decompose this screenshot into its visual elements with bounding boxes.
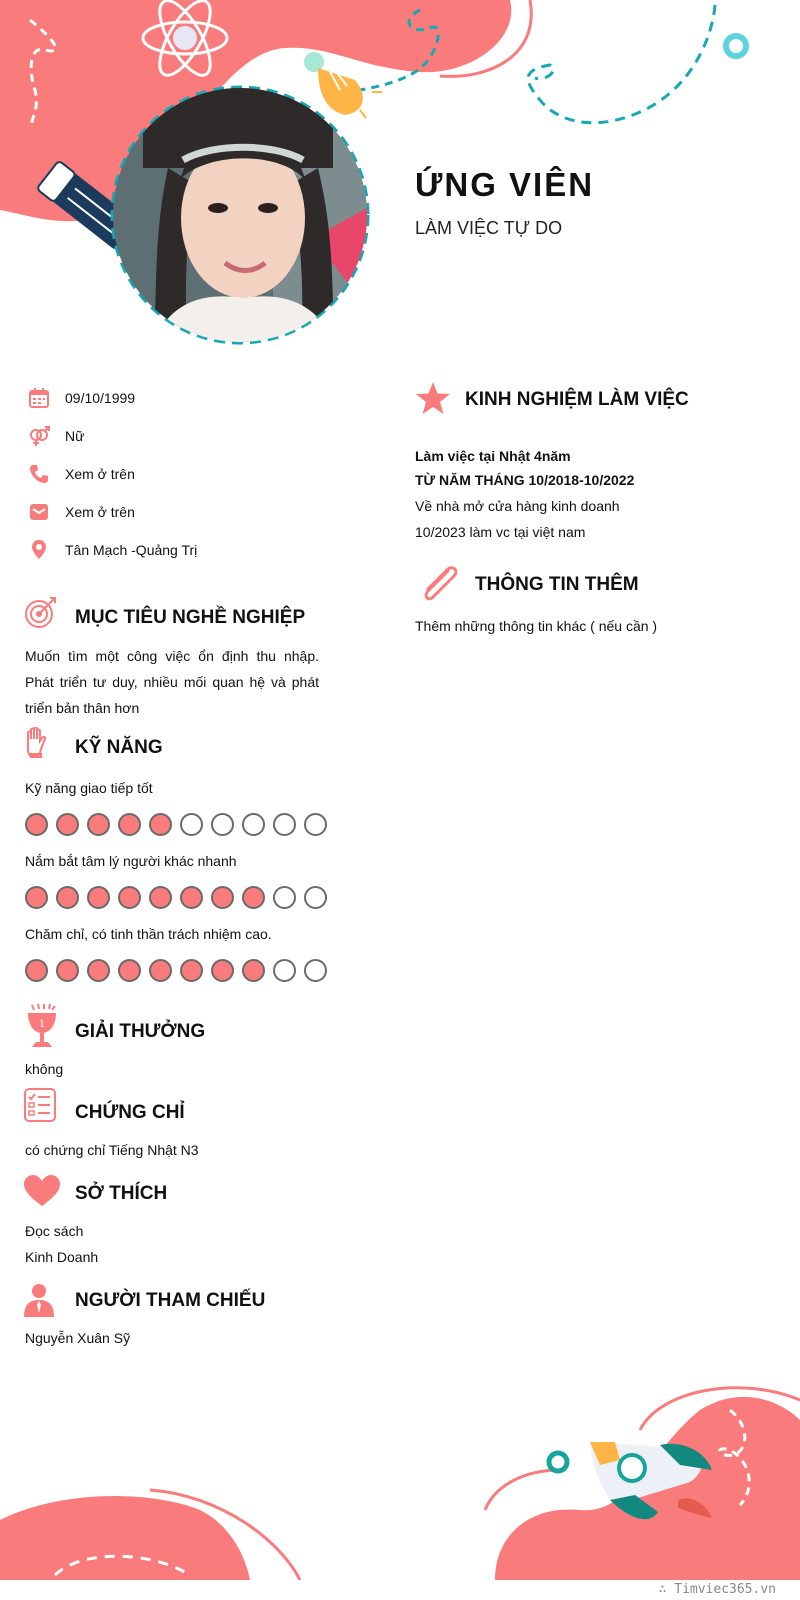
contact-gender xyxy=(28,423,84,449)
rating-dot-empty xyxy=(242,813,265,836)
rating-dot-filled xyxy=(56,813,79,836)
rating-dot-filled xyxy=(87,959,110,982)
target-icon xyxy=(24,595,58,629)
objective-title: MỤC TIÊU NGHỀ NGHIỆP xyxy=(75,607,306,628)
gender-icon xyxy=(28,425,50,447)
experience-line: Về nhà mở cửa hàng kinh doanh xyxy=(415,498,620,514)
hobby-item: Đọc sách xyxy=(25,1223,84,1239)
rating-dot-filled xyxy=(149,959,172,982)
svg-text:1: 1 xyxy=(38,1019,46,1030)
objective-line-2: Phát triển tư duy, nhiều mối quan hệ và phát xyxy=(25,674,319,690)
hand-icon xyxy=(24,727,50,759)
skill-2-name: Nắm bắt tâm lý người khác nhanh xyxy=(25,853,237,869)
rating-dot-filled xyxy=(87,813,110,836)
experience-company: Làm việc tại Nhật 4năm xyxy=(415,448,571,464)
contact-birthday xyxy=(28,385,135,411)
gender-text: Nữ xyxy=(65,428,85,444)
address-text: Tân Mạch -Quảng Trị xyxy=(65,542,198,558)
rating-dot-filled xyxy=(118,813,141,836)
experience-period: TỪ NĂM THÁNG 10/2018-10/2022 xyxy=(415,472,635,488)
rating-dot-filled xyxy=(87,886,110,909)
rating-dot-filled xyxy=(56,959,79,982)
contact-address xyxy=(28,537,197,563)
experience-title: KINH NGHIỆM LÀM VIỆC xyxy=(465,389,689,410)
rating-dot-filled xyxy=(56,886,79,909)
rating-dot-filled xyxy=(118,959,141,982)
rating-dot-filled xyxy=(211,886,234,909)
phone-icon xyxy=(28,463,50,485)
birthday-text: 09/10/1999 xyxy=(65,390,136,406)
extra-text: Thêm những thông tin khác ( nếu cần ) xyxy=(415,618,658,634)
rating-dot-empty xyxy=(304,813,327,836)
awards-text: không xyxy=(25,1061,64,1077)
rating-dot-filled xyxy=(25,813,48,836)
rocket-icon xyxy=(549,1442,712,1519)
rating-dot-filled xyxy=(242,959,265,982)
skill-3-rating xyxy=(25,959,327,982)
skill-1-rating xyxy=(25,813,327,836)
hobbies-title: SỞ THÍCH xyxy=(75,1183,168,1204)
rating-dot-empty xyxy=(211,813,234,836)
extra-title: THÔNG TIN THÊM xyxy=(475,574,639,595)
checklist-icon xyxy=(24,1088,56,1122)
person-icon xyxy=(24,1283,54,1317)
rating-dot-filled xyxy=(211,959,234,982)
job-title: LÀM VIỆC TỰ DO xyxy=(415,218,563,238)
skill-3-name: Chăm chỉ, có tinh thần trách nhiệm cao. xyxy=(25,926,272,942)
experience-body xyxy=(415,444,634,544)
contact-email xyxy=(28,499,135,525)
heart-icon xyxy=(24,1175,60,1207)
rating-dot-empty xyxy=(304,886,327,909)
references-title: NGƯỜI THAM CHIẾU xyxy=(75,1290,266,1311)
rating-dot-empty xyxy=(180,813,203,836)
calendar-icon xyxy=(28,387,50,409)
certificates-title: CHỨNG CHỈ xyxy=(75,1102,185,1123)
star-icon xyxy=(415,381,451,415)
rating-dot-filled xyxy=(180,886,203,909)
experience-line: 10/2023 làm vc tại việt nam xyxy=(415,524,586,540)
references-text: Nguyễn Xuân Sỹ xyxy=(25,1330,131,1346)
rating-dot-filled xyxy=(118,886,141,909)
watermark: ∴ Timviec365.vn xyxy=(658,1582,776,1597)
email-icon xyxy=(28,501,50,523)
hobbies-list xyxy=(25,1218,98,1270)
objective-line-3: triển bản thân hơn xyxy=(25,700,140,716)
paperclip-icon xyxy=(418,563,462,607)
hobby-item: Kinh Doanh xyxy=(25,1249,99,1265)
contact-phone xyxy=(28,461,135,487)
location-pin-icon xyxy=(28,539,50,561)
rating-dot-filled xyxy=(25,886,48,909)
skills-title: KỸ NĂNG xyxy=(75,737,163,758)
candidate-name: ỨNG VIÊN xyxy=(415,166,595,203)
objective-line-1: Muốn tìm một công việc ổn định thu nhập. xyxy=(25,648,319,664)
rating-dot-empty xyxy=(273,959,296,982)
footer-decoration xyxy=(0,1370,800,1580)
rating-dot-empty xyxy=(273,813,296,836)
certificates-text: có chứng chỉ Tiếng Nhật N3 xyxy=(25,1142,199,1158)
trophy-icon xyxy=(24,1003,60,1049)
rating-dot-filled xyxy=(25,959,48,982)
skill-2-rating xyxy=(25,886,327,909)
objective-text xyxy=(25,643,319,721)
avatar xyxy=(113,88,367,342)
rating-dot-filled xyxy=(242,886,265,909)
rating-dot-filled xyxy=(149,886,172,909)
rating-dot-empty xyxy=(273,886,296,909)
rating-dot-filled xyxy=(149,813,172,836)
skill-1-name: Kỹ năng giao tiếp tốt xyxy=(25,780,153,796)
awards-title: GIẢI THƯỞNG xyxy=(75,1021,206,1042)
rating-dot-empty xyxy=(304,959,327,982)
email-text: Xem ở trên xyxy=(65,504,135,520)
rating-dot-filled xyxy=(180,959,203,982)
phone-text: Xem ở trên xyxy=(65,466,135,482)
